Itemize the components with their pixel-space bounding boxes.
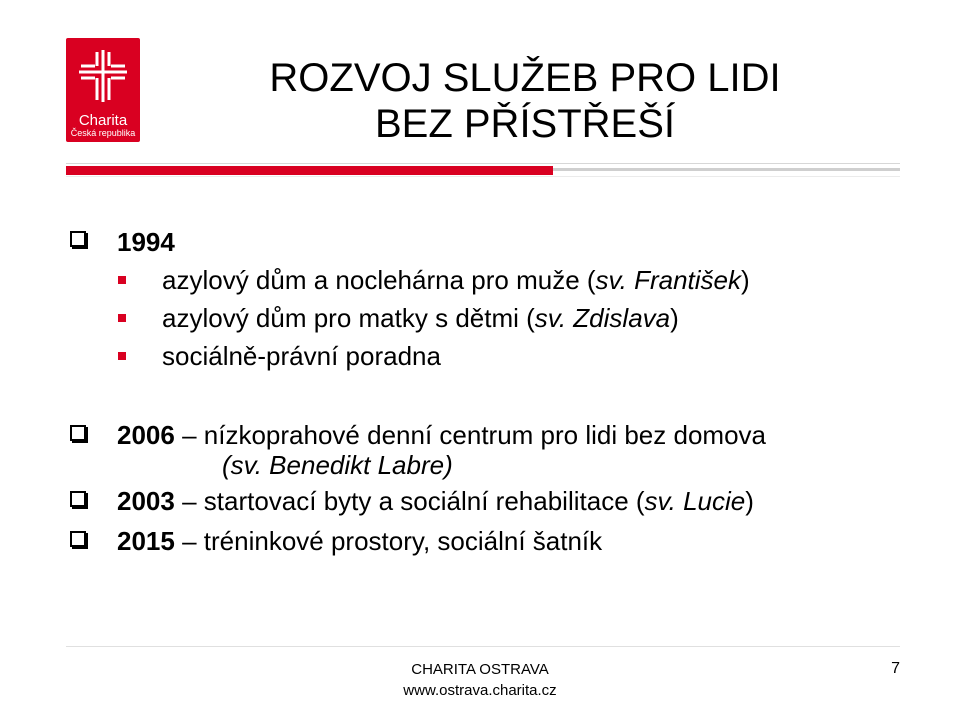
- item-close: ): [670, 303, 679, 333]
- title-divider-grey: [553, 168, 900, 171]
- entry-2006: [117, 420, 766, 450]
- entry-text: nízkoprahové denní centrum pro lidi bez domova: [203, 420, 766, 450]
- charita-cross-icon: [75, 46, 131, 106]
- year-2003: 2003: [117, 486, 175, 516]
- square-bullet-icon: [118, 276, 126, 284]
- entry-2015: [117, 526, 602, 556]
- page-number: 7: [891, 660, 900, 677]
- item-text: azylový dům a noclehárna pro muže (: [162, 265, 596, 295]
- footer-divider: [66, 646, 900, 647]
- dash: –: [182, 526, 197, 556]
- dash: –: [182, 486, 197, 516]
- item-note: sv. František: [595, 265, 741, 295]
- item-text: azylový dům pro matky s dětmi (: [162, 303, 535, 333]
- year-2006: 2006: [117, 420, 175, 450]
- entry-text: startovací byty a sociální rehabilitace (: [203, 486, 645, 516]
- title-divider-red: [66, 166, 553, 175]
- item-close: ): [740, 265, 750, 295]
- item-note: sv. Zdislava: [534, 303, 671, 333]
- slide-title: [160, 55, 890, 147]
- checkbox-bullet-icon: [70, 491, 86, 507]
- square-bullet-icon: [118, 314, 126, 322]
- footer-url[interactable]: www.ostrava.charita.cz: [403, 682, 557, 699]
- checkbox-bullet-icon: [70, 531, 86, 547]
- entry-close: ): [745, 486, 754, 516]
- year-1994: 1994: [117, 227, 175, 257]
- checkbox-bullet-icon: [70, 231, 86, 247]
- title-line-2: BEZ PŘÍSTŘEŠÍ: [374, 102, 676, 146]
- entry-note: sv. Lucie: [644, 486, 746, 516]
- entry-text: tréninkové prostory, sociální šatník: [203, 526, 603, 556]
- logo-name: Charita: [78, 112, 128, 129]
- list-item: [162, 265, 750, 295]
- year-2015: 2015: [117, 526, 175, 556]
- square-bullet-icon: [118, 352, 126, 360]
- entry-2003: [117, 486, 754, 516]
- item-text: sociálně-právní poradna: [162, 341, 441, 371]
- dash: –: [182, 420, 197, 450]
- list-item: [162, 341, 441, 371]
- charita-logo: [66, 38, 140, 142]
- list-item: [162, 303, 679, 333]
- checkbox-bullet-icon: [70, 425, 86, 441]
- title-line-1: ROZVOJ SLUŽEB PRO LIDI: [269, 56, 781, 100]
- title-divider-thin: [66, 163, 900, 164]
- entry-2006-note: (sv. Benedikt Labre): [222, 450, 453, 480]
- footer-org: CHARITA OSTRAVA: [411, 661, 549, 678]
- logo-subtitle: Česká republika: [70, 128, 136, 138]
- title-divider-shadow: [66, 176, 900, 177]
